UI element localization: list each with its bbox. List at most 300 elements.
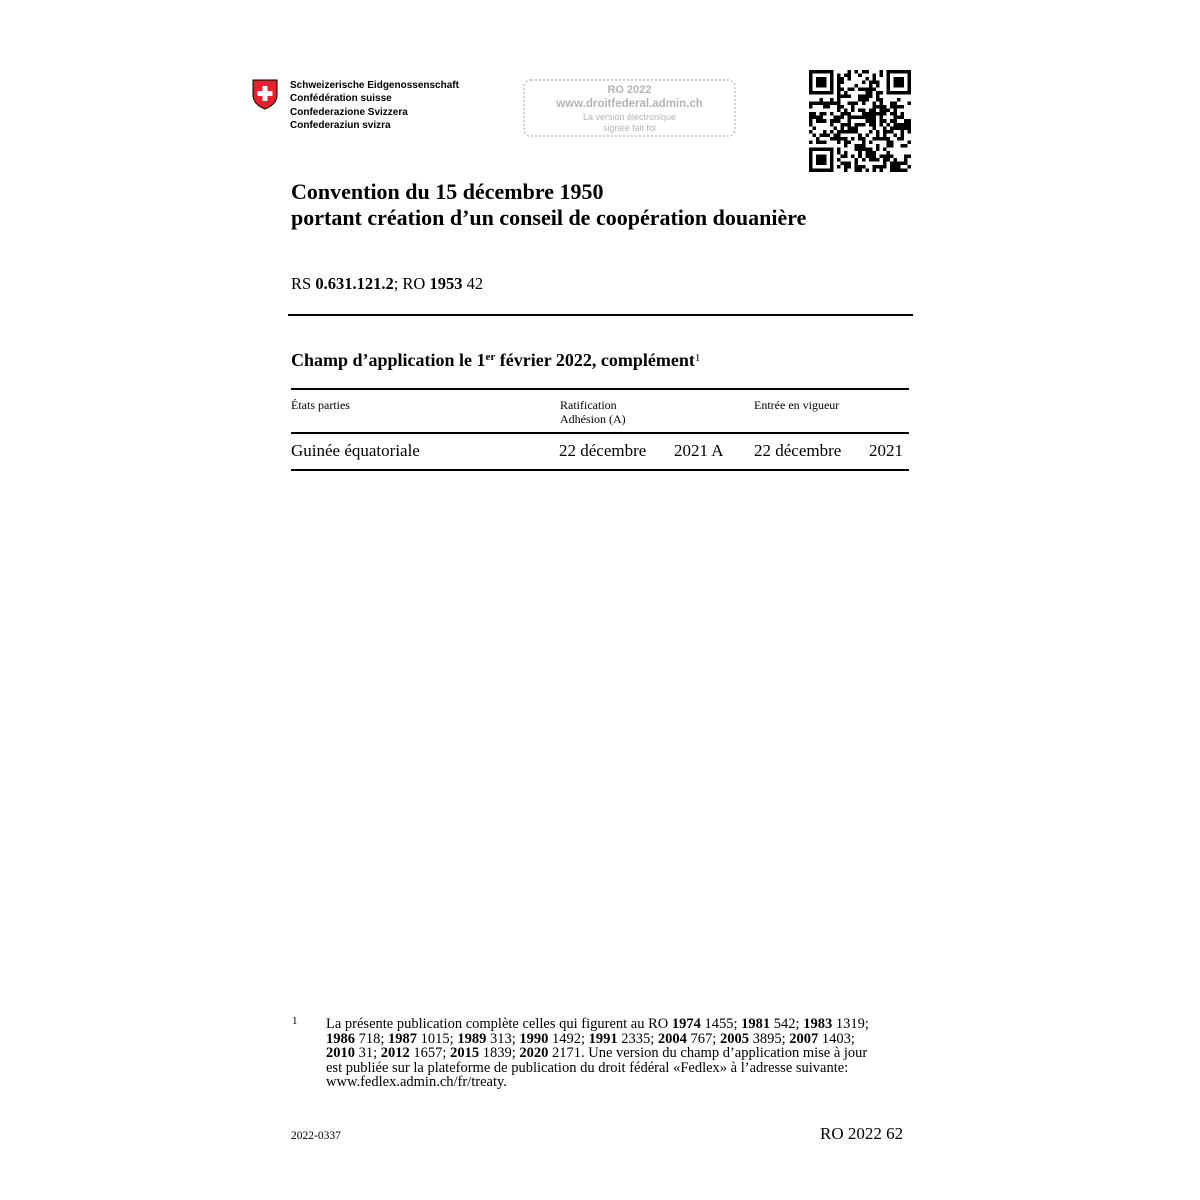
column-header-line: Ratification	[560, 398, 617, 412]
qr-module	[872, 154, 876, 158]
qr-module	[837, 91, 841, 95]
qr-module	[900, 77, 904, 81]
qr-module	[879, 137, 883, 141]
stamp-note: La version électronique	[582, 112, 677, 122]
qr-module	[823, 119, 827, 123]
qr-module	[820, 112, 824, 116]
qr-module	[907, 91, 911, 95]
qr-module	[841, 112, 845, 116]
qr-module	[893, 91, 897, 95]
qr-module	[848, 74, 852, 78]
rs-prefix: RS	[291, 274, 316, 293]
qr-module	[900, 144, 904, 148]
qr-module	[813, 133, 817, 137]
qr-module	[904, 70, 908, 74]
column-header-line: Adhésion (A)	[560, 412, 626, 426]
qr-module	[848, 102, 852, 106]
qr-module	[865, 154, 869, 158]
qr-module	[886, 137, 890, 141]
qr-module	[879, 70, 883, 74]
qr-module	[872, 112, 876, 116]
qr-module	[872, 123, 876, 127]
qr-module	[900, 81, 904, 85]
qr-module	[872, 119, 876, 123]
qr-module	[862, 102, 866, 106]
qr-module	[823, 105, 827, 109]
qr-module	[823, 147, 827, 151]
qr-module	[820, 161, 824, 165]
qr-module	[897, 84, 901, 88]
qr-module	[883, 126, 887, 130]
qr-module	[904, 123, 908, 127]
qr-module	[886, 130, 890, 134]
qr-module	[858, 133, 862, 137]
footnote-segment: 31;	[355, 1045, 381, 1061]
qr-module	[897, 137, 901, 141]
qr-module	[851, 130, 855, 134]
qr-module	[893, 119, 897, 123]
qr-module	[883, 165, 887, 169]
qr-module	[837, 147, 841, 151]
qr-module	[890, 161, 894, 165]
logo-line: Schweizerische Eidgenossenschaft	[290, 80, 459, 91]
qr-module	[862, 158, 866, 162]
qr-module	[823, 130, 827, 134]
qr-module	[897, 91, 901, 95]
qr-module	[837, 151, 841, 155]
qr-module	[844, 91, 848, 95]
qr-module	[883, 133, 887, 137]
qr-module	[876, 158, 880, 162]
qr-module	[886, 154, 890, 158]
qr-module	[883, 158, 887, 162]
qr-module	[865, 119, 869, 123]
qr-module	[851, 116, 855, 120]
qr-module	[820, 154, 824, 158]
qr-module	[841, 81, 845, 85]
qr-module	[890, 130, 894, 134]
qr-module	[809, 74, 813, 78]
qr-module	[851, 109, 855, 113]
qr-module	[900, 123, 904, 127]
qr-module	[893, 123, 897, 127]
qr-module	[841, 126, 845, 130]
qr-module	[879, 105, 883, 109]
entry-year-cell: 2021	[869, 441, 903, 460]
qr-module	[809, 158, 813, 162]
qr-module	[893, 161, 897, 165]
qr-module	[904, 168, 908, 172]
column-header-entry-into-force: Entrée en vigueur	[754, 398, 840, 412]
qr-module	[858, 147, 862, 151]
ratification-year-cell: 2021 A	[674, 441, 724, 460]
footnote-segment: 542;	[770, 1016, 804, 1032]
footnote-segment: 767;	[686, 1030, 720, 1047]
qr-module	[900, 161, 904, 165]
qr-module	[830, 102, 834, 106]
qr-module	[809, 84, 813, 88]
qr-module	[900, 168, 904, 172]
qr-module	[907, 154, 911, 158]
qr-module	[820, 133, 824, 137]
qr-module	[820, 147, 824, 151]
reference-line	[291, 274, 483, 294]
qr-module	[851, 137, 855, 141]
qr-module	[862, 95, 866, 99]
qr-module	[809, 81, 813, 85]
qr-module	[837, 116, 841, 120]
qr-module	[848, 95, 852, 99]
qr-module	[820, 84, 824, 88]
qr-module	[809, 116, 813, 120]
qr-module	[872, 158, 876, 162]
qr-module	[886, 74, 890, 78]
qr-module	[841, 77, 845, 81]
qr-module	[886, 91, 890, 95]
qr-module	[893, 109, 897, 113]
swiss-coat-of-arms-icon	[252, 79, 278, 110]
ratification-date-cell: 22 décembre	[559, 441, 647, 460]
qr-module	[816, 77, 820, 81]
qr-module	[830, 168, 834, 172]
qr-module	[900, 137, 904, 141]
stamp-ro: RO 2022	[607, 84, 652, 96]
qr-module	[872, 151, 876, 155]
qr-module	[844, 168, 848, 172]
qr-module	[904, 161, 908, 165]
qr-module	[886, 70, 890, 74]
qr-module	[841, 130, 845, 134]
qr-module	[855, 158, 859, 162]
qr-module	[886, 109, 890, 113]
qr-module	[886, 158, 890, 162]
qr-module	[900, 133, 904, 137]
qr-module	[816, 147, 820, 151]
qr-module	[837, 84, 841, 88]
qr-module	[809, 112, 813, 116]
qr-module	[813, 147, 817, 151]
qr-module	[830, 147, 834, 151]
qr-module	[827, 147, 831, 151]
qr-module	[869, 151, 873, 155]
qr-module	[890, 126, 894, 130]
qr-module	[904, 154, 908, 158]
qr-module	[848, 77, 852, 81]
qr-module	[900, 126, 904, 130]
qr-module	[816, 116, 820, 120]
confederation-names	[290, 79, 459, 132]
state-cell: Guinée équatoriale	[291, 441, 420, 460]
qr-module	[848, 70, 852, 74]
qr-module	[837, 165, 841, 169]
qr-module	[865, 98, 869, 102]
qr-module	[855, 161, 859, 165]
qr-module	[890, 154, 894, 158]
qr-module	[823, 81, 827, 85]
qr-module	[823, 161, 827, 165]
footnote-year: 2004	[657, 1030, 687, 1047]
qr-module	[820, 158, 824, 162]
table-header-rule	[291, 432, 909, 434]
qr-module	[816, 161, 820, 165]
qr-module	[890, 102, 894, 106]
qr-module	[813, 70, 817, 74]
qr-module	[855, 116, 859, 120]
qr-module	[862, 116, 866, 120]
footnote-year: 1983	[803, 1016, 833, 1032]
footnote-year: 1974	[671, 1016, 701, 1032]
qr-module	[876, 137, 880, 141]
qr-module	[907, 84, 911, 88]
scope-heading-sup: er	[485, 351, 496, 363]
qr-module	[823, 77, 827, 81]
qr-module	[886, 144, 890, 148]
entry-date-cell: 22 décembre	[754, 441, 842, 460]
qr-module	[823, 133, 827, 137]
qr-module	[830, 161, 834, 165]
qr-module	[907, 165, 911, 169]
qr-module	[820, 119, 824, 123]
qr-module	[855, 168, 859, 172]
qr-module	[841, 137, 845, 141]
qr-module	[862, 81, 866, 85]
qr-code-icon	[809, 70, 911, 172]
electronic-signature-stamp	[523, 79, 736, 137]
qr-module	[820, 70, 824, 74]
rs-number: 0.631.121.2	[315, 274, 394, 293]
qr-module	[830, 98, 834, 102]
footnote-segment: 1657;	[409, 1045, 451, 1061]
qr-module	[816, 158, 820, 162]
qr-module	[837, 74, 841, 78]
qr-module	[841, 123, 845, 127]
qr-module	[841, 154, 845, 158]
qr-module	[830, 119, 834, 123]
qr-module	[809, 154, 813, 158]
qr-module	[893, 105, 897, 109]
qr-module	[876, 91, 880, 95]
qr-module	[904, 144, 908, 148]
qr-module	[858, 95, 862, 99]
qr-module	[890, 112, 894, 116]
qr-module	[858, 144, 862, 148]
qr-module	[844, 165, 848, 169]
qr-module	[830, 77, 834, 81]
qr-module	[890, 91, 894, 95]
qr-module	[855, 147, 859, 151]
qr-module	[858, 74, 862, 78]
qr-module	[893, 112, 897, 116]
qr-module	[862, 137, 866, 141]
footnote-segment: 1455;	[700, 1016, 742, 1032]
qr-module	[837, 140, 841, 144]
qr-module	[862, 70, 866, 74]
qr-module	[837, 81, 841, 85]
qr-module	[809, 119, 813, 123]
qr-module	[830, 154, 834, 158]
footnote-year: 1990	[519, 1030, 549, 1047]
qr-module	[855, 126, 859, 130]
qr-module	[883, 119, 887, 123]
qr-module	[813, 126, 817, 130]
qr-module	[830, 81, 834, 85]
footnote-segment: 1492;	[548, 1030, 589, 1047]
qr-module	[893, 133, 897, 137]
qr-module	[830, 137, 834, 141]
qr-module	[907, 140, 911, 144]
qr-module	[841, 105, 845, 109]
qr-module	[897, 168, 901, 172]
qr-module	[809, 130, 813, 134]
footnote-segment: 313;	[486, 1030, 520, 1047]
qr-module	[897, 161, 901, 165]
qr-module	[876, 112, 880, 116]
qr-module	[827, 70, 831, 74]
qr-module	[809, 102, 813, 106]
qr-module	[809, 88, 813, 92]
qr-module	[820, 140, 824, 144]
column-header-ratification	[560, 398, 626, 426]
qr-module	[883, 154, 887, 158]
qr-module	[844, 112, 848, 116]
qr-module	[907, 88, 911, 92]
qr-module	[865, 168, 869, 172]
qr-module	[869, 119, 873, 123]
qr-module	[823, 154, 827, 158]
qr-module	[855, 165, 859, 169]
qr-module	[830, 158, 834, 162]
qr-module	[879, 154, 883, 158]
document-code: 2022-0337	[291, 1130, 341, 1142]
qr-module	[872, 109, 876, 113]
qr-module	[879, 123, 883, 127]
qr-module	[869, 88, 873, 92]
qr-module	[904, 126, 908, 130]
qr-module	[862, 147, 866, 151]
qr-module	[858, 151, 862, 155]
qr-module	[837, 77, 841, 81]
footnote-segment: 1319;	[832, 1016, 869, 1032]
qr-module	[872, 116, 876, 120]
qr-module	[897, 165, 901, 169]
qr-module	[851, 102, 855, 106]
qr-module	[858, 168, 862, 172]
qr-module	[879, 98, 883, 102]
qr-module	[869, 116, 873, 120]
qr-module	[876, 105, 880, 109]
qr-module	[855, 130, 859, 134]
qr-module	[897, 70, 901, 74]
qr-module	[886, 123, 890, 127]
ro-prefix: ; RO	[393, 274, 430, 293]
qr-module	[809, 140, 813, 144]
qr-module	[890, 119, 894, 123]
qr-module	[848, 112, 852, 116]
qr-module	[848, 88, 852, 92]
qr-module	[907, 77, 911, 81]
qr-module	[900, 130, 904, 134]
qr-module	[872, 102, 876, 106]
qr-module	[858, 116, 862, 120]
qr-module	[883, 147, 887, 151]
qr-module	[879, 119, 883, 123]
footnote-year: 2007	[789, 1030, 819, 1047]
qr-module	[879, 116, 883, 120]
qr-module	[816, 140, 820, 144]
qr-module	[820, 81, 824, 85]
qr-module	[904, 119, 908, 123]
qr-module	[851, 88, 855, 92]
qr-module	[830, 84, 834, 88]
qr-module	[813, 168, 817, 172]
qr-module	[893, 168, 897, 172]
qr-module	[865, 88, 869, 92]
qr-module	[820, 91, 824, 95]
qr-module	[907, 102, 911, 106]
qr-module	[883, 130, 887, 134]
qr-module	[858, 165, 862, 169]
document-title	[291, 179, 806, 231]
qr-module	[879, 109, 883, 113]
column-header-states: États parties	[291, 398, 350, 412]
qr-module	[813, 102, 817, 106]
qr-module	[809, 77, 813, 81]
qr-module	[876, 144, 880, 148]
footnote-year: 1991	[588, 1030, 618, 1047]
qr-module	[869, 158, 873, 162]
qr-module	[890, 165, 894, 169]
qr-module	[837, 137, 841, 141]
footnote-segment: 3895;	[748, 1030, 790, 1047]
qr-module	[816, 102, 820, 106]
stamp-url: www.droitfederal.admin.ch	[556, 98, 703, 110]
qr-module	[872, 165, 876, 169]
stamp-note: signée fait foi	[602, 123, 657, 133]
qr-module	[865, 77, 869, 81]
qr-module	[865, 95, 869, 99]
qr-module	[816, 119, 820, 123]
qr-module	[844, 140, 848, 144]
qr-module	[865, 147, 869, 151]
qr-module	[876, 81, 880, 85]
qr-module	[893, 81, 897, 85]
qr-module	[907, 126, 911, 130]
qr-module	[841, 95, 845, 99]
qr-module	[809, 147, 813, 151]
qr-module	[820, 168, 824, 172]
qr-module	[844, 123, 848, 127]
qr-module	[827, 102, 831, 106]
footnote-reference[interactable]: 1	[694, 352, 701, 364]
qr-module	[858, 109, 862, 113]
qr-module	[837, 130, 841, 134]
qr-module	[893, 77, 897, 81]
qr-module	[893, 84, 897, 88]
scope-heading-text: février 2022, complément	[495, 350, 695, 370]
qr-module	[837, 98, 841, 102]
footnote-year: 1989	[457, 1030, 487, 1047]
title-line: Convention du 15 décembre 1950	[291, 179, 604, 204]
qr-module	[900, 84, 904, 88]
qr-module	[876, 133, 880, 137]
qr-module	[897, 77, 901, 81]
qr-module	[823, 91, 827, 95]
qr-module	[893, 158, 897, 162]
qr-module	[855, 84, 859, 88]
qr-module	[809, 123, 813, 127]
qr-module	[830, 91, 834, 95]
qr-module	[820, 102, 824, 106]
